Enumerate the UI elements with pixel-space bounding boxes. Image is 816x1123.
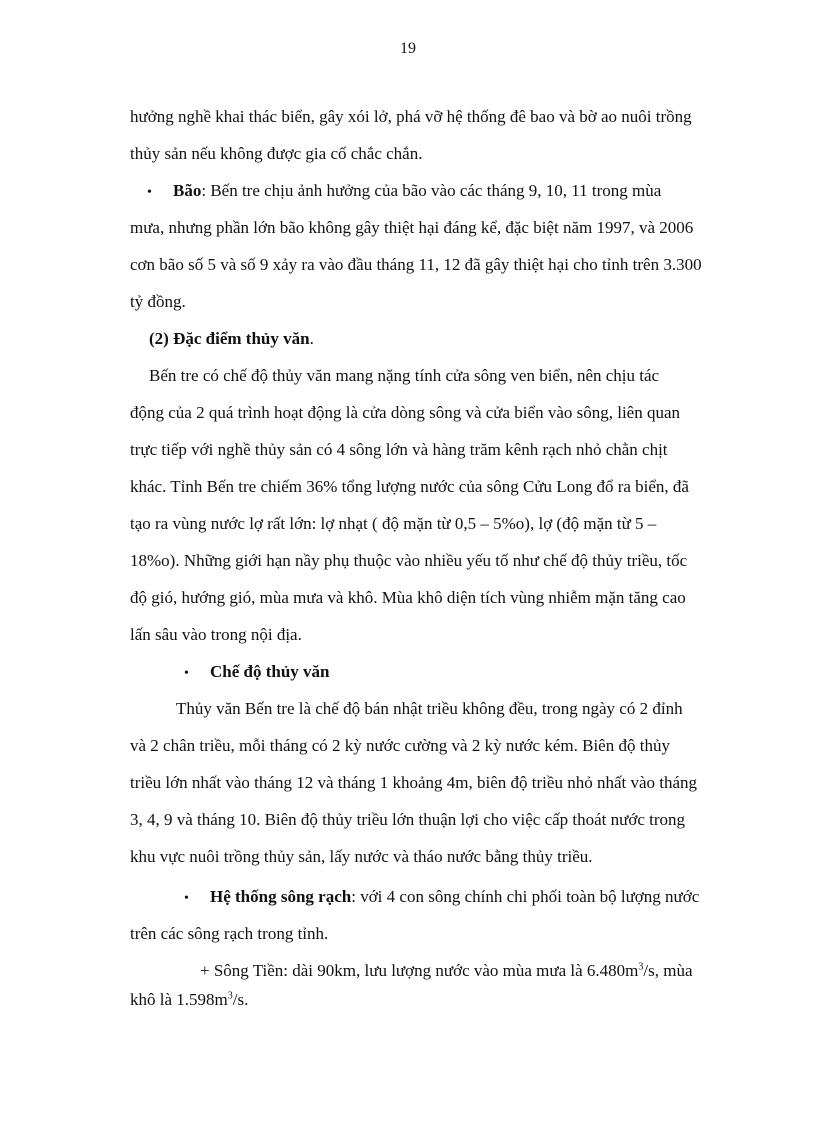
body-text bbox=[130, 98, 730, 1018]
che-do-heading bbox=[130, 653, 730, 690]
bullet-icon: • bbox=[147, 185, 152, 200]
hydro-line-3: trực tiếp với nghề thủy sản có 4 sông lớn và hàng trăm kênh rạch nhỏ chằn chịt bbox=[130, 440, 668, 459]
che-do-line-1: Thủy văn Bến tre là chế độ bán nhật triều không đều, trong ngày có 2 đỉnh bbox=[176, 699, 683, 718]
hydro-line-2: động của 2 quá trình hoạt động là cửa dòng sông và cửa biển vào sông, liên quan bbox=[130, 403, 681, 422]
bao-first-text: : Bến tre chịu ảnh hưởng của bão vào các tháng 9, 10, 11 trong mùa bbox=[201, 181, 662, 200]
hydro-line-5: tạo ra vùng nước lợ rất lớn: lợ nhạt ( độ mặn từ 0,5 – 5%o), lợ (độ mặn từ 5 – bbox=[130, 514, 657, 533]
song-rach-first-text: : với 4 con sông chính chi phối toàn bộ lượng nước bbox=[351, 887, 700, 906]
section-heading-text: (2) Đặc điểm thủy văn bbox=[149, 329, 310, 348]
che-do-line-2: và 2 chân triều, mỗi tháng có 2 kỳ nước cường và 2 kỳ nước kém. Biên độ thủy bbox=[130, 736, 670, 755]
kho-unit: /s. bbox=[232, 990, 249, 1009]
song-tien-text: + Sông Tiền: dài 90km, lưu lượng nước vào mùa mưa là 6.480m bbox=[200, 961, 639, 980]
hydro-line-4: khác. Tỉnh Bến tre chiếm 36% tổng lượng nước của sông Cửu Long đổ ra biển, đã bbox=[130, 477, 689, 496]
hydro-line-1: Bến tre có chế độ thủy văn mang nặng tính cửa sông ven biển, nên chịu tác bbox=[149, 366, 660, 385]
intro-line-2: thủy sản nếu không được gia cố chắc chắn. bbox=[130, 144, 423, 163]
che-do-line-4: 3, 4, 9 và tháng 10. Biên độ thủy triều lớn thuận lợi cho việc cấp thoát nước trong bbox=[130, 810, 686, 829]
bao-line-3: cơn bão số 5 và số 9 xảy ra vào đầu tháng 11, 12 đã gây thiệt hại cho tỉnh trên 3.300 bbox=[130, 255, 702, 274]
bao-bullet-line bbox=[130, 172, 730, 209]
che-do-heading-text: Chế độ thủy văn bbox=[210, 662, 330, 681]
song-tien-unit: /s, mùa bbox=[643, 961, 693, 980]
bullet-icon: • bbox=[184, 666, 189, 681]
bao-term: Bão bbox=[173, 181, 202, 200]
page-number: 19 bbox=[400, 40, 416, 57]
hydro-line-8: lấn sâu vào trong nội địa. bbox=[130, 625, 302, 644]
bullet-icon: • bbox=[184, 891, 189, 906]
hydro-line-6: 18%o). Những giới hạn nầy phụ thuộc vào nhiều yếu tố như chế độ thủy triều, tốc bbox=[130, 551, 688, 570]
superscript: 3 bbox=[227, 990, 233, 1002]
song-rach-line-2: trên các sông rạch trong tỉnh. bbox=[130, 924, 329, 943]
song-rach-bullet-line bbox=[130, 878, 730, 915]
bao-line-4: tỷ đồng. bbox=[130, 292, 186, 311]
bao-line-2: mưa, nhưng phần lớn bão không gây thiệt hại đáng kể, đặc biệt năm 1997, và 2006 bbox=[130, 218, 694, 237]
superscript: 3 bbox=[638, 961, 644, 973]
kho-text: khô là 1.598m bbox=[130, 990, 228, 1009]
che-do-line-3: triều lớn nhất vào tháng 12 và tháng 1 khoảng 4m, biên độ triều nhỏ nhất vào tháng bbox=[130, 773, 698, 792]
intro-line-1: hưởng nghề khai thác biển, gây xói lở, phá vỡ hệ thống đê bao và bờ ao nuôi trồng bbox=[130, 107, 692, 126]
hydro-line-7: độ gió, hướng gió, mùa mưa và khô. Mùa khô diện tích vùng nhiễm mặn tăng cao bbox=[130, 588, 686, 607]
section-heading-period: . bbox=[309, 329, 314, 348]
che-do-line-5: khu vực nuôi trồng thủy sản, lấy nước và tháo nước bằng thủy triều. bbox=[130, 847, 593, 866]
section-heading bbox=[130, 320, 730, 357]
song-rach-term: Hệ thống sông rạch bbox=[210, 887, 352, 906]
